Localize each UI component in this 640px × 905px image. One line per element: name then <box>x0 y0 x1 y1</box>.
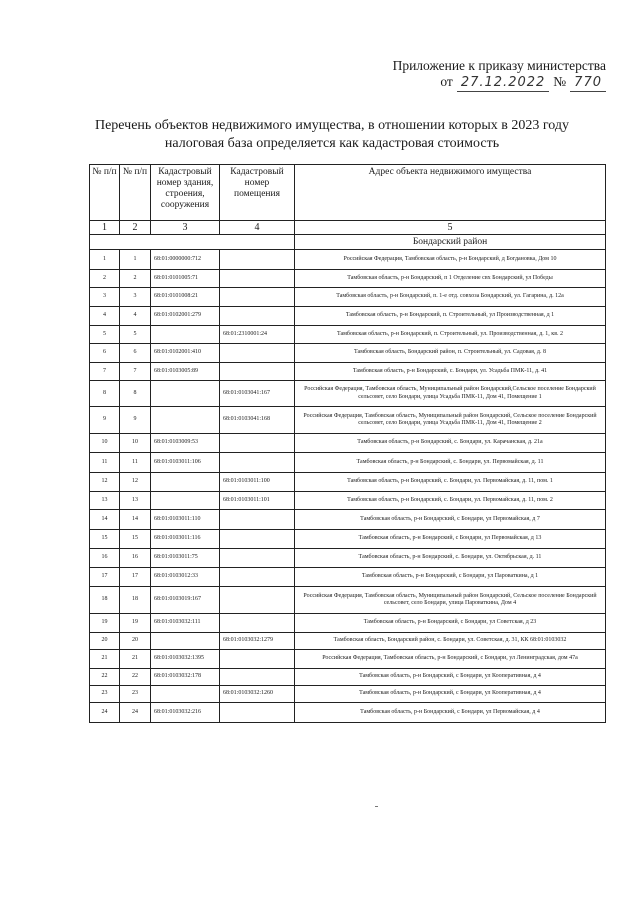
row-number-2: 4 <box>120 307 151 326</box>
building-cadastral-number: 68:01:0103005:89 <box>151 363 220 381</box>
object-address: Тамбовская область, р-н Бондарский, с Бондари, ул Первомайская, д 7 <box>295 510 606 530</box>
building-cadastral-number <box>151 633 220 650</box>
row-number-2: 24 <box>120 703 151 723</box>
building-cadastral-number: 68:01:0102001:410 <box>151 344 220 363</box>
building-cadastral-number: 68:01:0103011:110 <box>151 510 220 530</box>
row-number-1: 6 <box>90 344 120 363</box>
table-row <box>90 344 606 363</box>
row-number-2: 18 <box>120 587 151 614</box>
table-row <box>90 250 606 270</box>
table-row <box>90 568 606 587</box>
room-cadastral-number <box>220 344 295 363</box>
room-cadastral-number <box>220 614 295 633</box>
building-cadastral-number: 68:01:0000000:712 <box>151 250 220 270</box>
room-cadastral-number: 68:01:0103032:1279 <box>220 633 295 650</box>
scan-speck <box>375 806 378 807</box>
building-cadastral-number <box>151 407 220 434</box>
building-cadastral-number: 68:01:0101008:21 <box>151 288 220 307</box>
row-number-1: 13 <box>90 492 120 510</box>
table-row <box>90 633 606 650</box>
row-number-2: 22 <box>120 669 151 686</box>
row-number-1: 7 <box>90 363 120 381</box>
table-row <box>90 549 606 568</box>
row-number-1: 9 <box>90 407 120 434</box>
column-number: 3 <box>151 221 220 235</box>
room-cadastral-number <box>220 363 295 381</box>
room-cadastral-number: 68:01:0103011:100 <box>220 473 295 492</box>
row-number-2: 1 <box>120 250 151 270</box>
row-number-1: 4 <box>90 307 120 326</box>
row-number-1: 5 <box>90 326 120 344</box>
row-number-1: 24 <box>90 703 120 723</box>
table-row <box>90 492 606 510</box>
row-number-1: 20 <box>90 633 120 650</box>
row-number-2: 19 <box>120 614 151 633</box>
table-row <box>90 703 606 723</box>
column-number-row <box>90 221 606 235</box>
row-number-2: 8 <box>120 381 151 407</box>
object-address: Тамбовская область, р-н Бондарский, п 1 Отделение свх Бондарский, ул Победы <box>295 270 606 288</box>
building-cadastral-number: 68:01:0103011:116 <box>151 530 220 549</box>
object-address: Тамбовская область, р-н Бондарский, с. Бондари, ул. Первомайская, д. 11, пом. 1 <box>295 473 606 492</box>
building-cadastral-number <box>151 381 220 407</box>
row-number-2: 5 <box>120 326 151 344</box>
object-address: Тамбовская область, р-н Бондарский, п. 1-е отд. совхоза Бондарский, ул. Гагарина, д. 12а <box>295 288 606 307</box>
room-cadastral-number <box>220 270 295 288</box>
building-cadastral-number: 68:01:0103011:75 <box>151 549 220 568</box>
row-number-2: 13 <box>120 492 151 510</box>
column-number: 4 <box>220 221 295 235</box>
row-number-1: 15 <box>90 530 120 549</box>
table-row <box>90 669 606 686</box>
row-number-1: 23 <box>90 686 120 703</box>
object-address: Тамбовская область, р-н Бондарский, с. Бондари, ул. Первомайская, д. 11, пом. 2 <box>295 492 606 510</box>
building-cadastral-number: 68:01:0103032:178 <box>151 669 220 686</box>
object-address: Тамбовская область, р-н Бондарский, п. Строительный, ул Производственная, д 1 <box>295 307 606 326</box>
room-cadastral-number: 68:01:2310001:24 <box>220 326 295 344</box>
table-header-row <box>90 165 606 221</box>
building-cadastral-number: 68:01:0102001:279 <box>151 307 220 326</box>
from-label: от <box>440 74 453 89</box>
building-cadastral-number: 68:01:0103032:111 <box>151 614 220 633</box>
row-number-2: 9 <box>120 407 151 434</box>
room-cadastral-number <box>220 288 295 307</box>
table-row <box>90 530 606 549</box>
object-address: Тамбовская область, р-н Бондарский, с Бондари, ул Первомайская, д 13 <box>295 530 606 549</box>
district-row <box>90 235 606 250</box>
building-cadastral-number <box>151 473 220 492</box>
row-number-1: 17 <box>90 568 120 587</box>
room-cadastral-number <box>220 510 295 530</box>
building-cadastral-number <box>151 686 220 703</box>
table-row <box>90 434 606 453</box>
room-cadastral-number: 68:01:0103011:101 <box>220 492 295 510</box>
object-address: Тамбовская область, р-н Бондарский, с. Бондари, ул. Октябрьская, д. 11 <box>295 549 606 568</box>
object-address: Тамбовская область, р-н Бондарский, с Бондари, ул Кооперативная, д 4 <box>295 669 606 686</box>
room-cadastral-number <box>220 568 295 587</box>
building-cadastral-number: 68:01:0103019:167 <box>151 587 220 614</box>
room-cadastral-number <box>220 703 295 723</box>
row-number-1: 14 <box>90 510 120 530</box>
table-row <box>90 326 606 344</box>
row-number-1: 3 <box>90 288 120 307</box>
district-name: Бондарский район <box>295 235 606 250</box>
row-number-2: 15 <box>120 530 151 549</box>
row-number-1: 2 <box>90 270 120 288</box>
row-number-1: 19 <box>90 614 120 633</box>
building-cadastral-number <box>151 492 220 510</box>
row-number-1: 18 <box>90 587 120 614</box>
row-number-1: 12 <box>90 473 120 492</box>
row-number-2: 2 <box>120 270 151 288</box>
row-number-1: 21 <box>90 650 120 669</box>
header-n1: № п/п <box>90 165 120 221</box>
table-row <box>90 288 606 307</box>
room-cadastral-number <box>220 434 295 453</box>
room-cadastral-number: 68:01:0103041:168 <box>220 407 295 434</box>
district-spacer <box>90 235 295 250</box>
object-address: Тамбовская область, р-н Бондарский, п. Строительный, ул. Производственная, д. 1, кв. 2 <box>295 326 606 344</box>
table-row <box>90 407 606 434</box>
row-number-1: 8 <box>90 381 120 407</box>
room-cadastral-number <box>220 250 295 270</box>
building-cadastral-number: 68:01:0103012:33 <box>151 568 220 587</box>
object-address: Тамбовская область, р-н Бондарский, с. Бондари, ул. Карачанская, д. 21а <box>295 434 606 453</box>
room-cadastral-number <box>220 587 295 614</box>
object-address: Российская Федерация, Тамбовская область, Муниципальный район Бондарский,Сельское поселение Бондарский сельсовет, село Бондари, улица Усадьба ПМК-11, Дом 41, Помещение 1 <box>295 381 606 407</box>
object-address: Тамбовская область, Бондарский район, п. Строительный, ул. Садовая, д. 8 <box>295 344 606 363</box>
row-number-2: 10 <box>120 434 151 453</box>
order-number: 770 <box>570 75 606 92</box>
row-number-2: 16 <box>120 549 151 568</box>
table-row <box>90 307 606 326</box>
row-number-2: 20 <box>120 633 151 650</box>
title-line-1: Перечень объектов недвижимого имущества, в отношении которых в 2023 году <box>94 118 570 133</box>
building-cadastral-number: 68:01:0103011:106 <box>151 453 220 473</box>
room-cadastral-number <box>220 530 295 549</box>
room-cadastral-number <box>220 453 295 473</box>
object-address: Российская Федерация, Тамбовская область, р-н Бондарский, с Бондари, ул Ленинградская, дом 47а <box>295 650 606 669</box>
room-cadastral-number <box>220 669 295 686</box>
building-cadastral-number <box>151 326 220 344</box>
row-number-1: 1 <box>90 250 120 270</box>
document-title <box>92 117 572 153</box>
row-number-2: 6 <box>120 344 151 363</box>
room-cadastral-number <box>220 307 295 326</box>
object-address: Тамбовская область, р-н Бондарский, с. Бондари, ул. Первомайская, д. 11 <box>295 453 606 473</box>
row-number-1: 10 <box>90 434 120 453</box>
table-row <box>90 381 606 407</box>
row-number-1: 16 <box>90 549 120 568</box>
row-number-2: 11 <box>120 453 151 473</box>
column-number: 5 <box>295 221 606 235</box>
building-cadastral-number: 68:01:0103009:53 <box>151 434 220 453</box>
appendix-note <box>380 58 606 92</box>
order-reference <box>380 74 606 92</box>
column-number: 2 <box>120 221 151 235</box>
object-address: Тамбовская область, р-н Бондарский, с Бондари, ул Пароваткина, д 1 <box>295 568 606 587</box>
object-address: Российская Федерация, Тамбовская область, Муниципальный район Бондарский, Сельское поселение Бондарский сельсовет, село Бондари, улица Усадьба ПМК-11, Дом 41, Помещение 2 <box>295 407 606 434</box>
row-number-2: 21 <box>120 650 151 669</box>
title-line-2: налоговая база определяется как кадастровая стоимость <box>164 136 500 151</box>
order-date: 27.12.2022 <box>457 75 549 92</box>
header-building: Кадастровый номер здания, строения, сооружения <box>151 165 220 221</box>
object-address: Тамбовская область, р-н Бондарский, с Бондари, ул Первомайская, д 4 <box>295 703 606 723</box>
table-row <box>90 614 606 633</box>
table-row <box>90 650 606 669</box>
row-number-1: 22 <box>90 669 120 686</box>
header-address: Адрес объекта недвижимого имущества <box>295 165 606 221</box>
object-address: Тамбовская область, р-н Бондарский, с Бондари, ул Кооперативная, д 4 <box>295 686 606 703</box>
row-number-2: 3 <box>120 288 151 307</box>
table-row <box>90 453 606 473</box>
room-cadastral-number: 68:01:0103041:167 <box>220 381 295 407</box>
object-address: Российская Федерация, Тамбовская область, Муниципальный район Бондарский, Сельское поселение Бондарский сельсовет, село Бондари, улица Пароваткина, Дом 4 <box>295 587 606 614</box>
table-row <box>90 363 606 381</box>
table-row <box>90 510 606 530</box>
object-address: Тамбовская область, р-н Бондарский, с. Бондари, ул. Усадьба ПМК-11, д. 41 <box>295 363 606 381</box>
building-cadastral-number: 68:01:0103032:1395 <box>151 650 220 669</box>
object-address: Тамбовская область, р-н Бондарский, с Бондари, ул Советская, д 23 <box>295 614 606 633</box>
room-cadastral-number: 68:01:0103032:1260 <box>220 686 295 703</box>
table-row <box>90 587 606 614</box>
appendix-line: Приложение к приказу министерства <box>392 58 606 73</box>
object-address: Российская Федерация, Тамбовская область, р-н Бондарский, д Богдановка, Дом 10 <box>295 250 606 270</box>
row-number-2: 14 <box>120 510 151 530</box>
table-row <box>90 270 606 288</box>
header-n2: № п/п <box>120 165 151 221</box>
table-row <box>90 473 606 492</box>
number-label: № <box>553 74 567 89</box>
object-address: Тамбовская область, Бондарский район, с. Бондари, ул. Советская, д. 31, КК 68:01:0103032 <box>295 633 606 650</box>
building-cadastral-number: 68:01:0101005:71 <box>151 270 220 288</box>
property-table <box>89 164 606 723</box>
row-number-1: 11 <box>90 453 120 473</box>
row-number-2: 12 <box>120 473 151 492</box>
column-number: 1 <box>90 221 120 235</box>
table-row <box>90 686 606 703</box>
room-cadastral-number <box>220 549 295 568</box>
building-cadastral-number: 68:01:0103032:216 <box>151 703 220 723</box>
row-number-2: 23 <box>120 686 151 703</box>
row-number-2: 7 <box>120 363 151 381</box>
room-cadastral-number <box>220 650 295 669</box>
header-room: Кадастровый номер помещения <box>220 165 295 221</box>
row-number-2: 17 <box>120 568 151 587</box>
